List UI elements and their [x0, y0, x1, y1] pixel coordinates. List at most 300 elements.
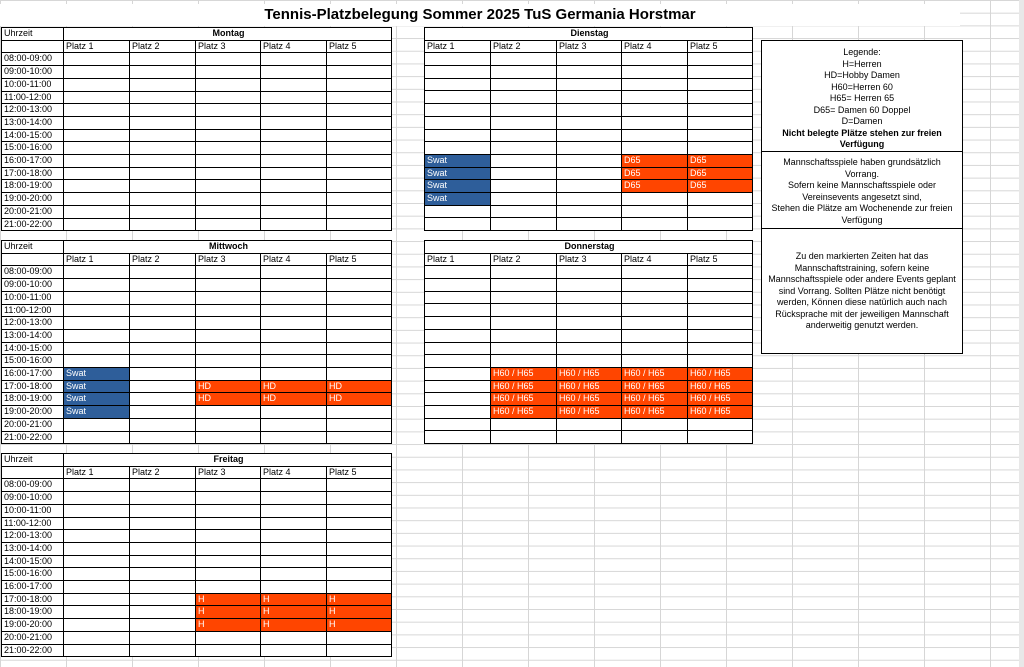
court-cell[interactable] — [557, 342, 622, 355]
court-cell[interactable] — [622, 355, 688, 368]
court-cell[interactable] — [130, 479, 196, 492]
court-cell[interactable] — [64, 355, 130, 368]
court-cell[interactable] — [130, 593, 196, 606]
court-cell[interactable] — [425, 431, 491, 444]
court-cell[interactable] — [64, 431, 130, 444]
court-cell[interactable] — [622, 431, 688, 444]
court-cell[interactable] — [327, 53, 392, 66]
court-cell[interactable] — [688, 418, 753, 431]
court-cell[interactable] — [622, 418, 688, 431]
court-cell[interactable] — [425, 393, 491, 406]
court-cell[interactable] — [491, 317, 557, 330]
court-cell[interactable] — [327, 355, 392, 368]
court-cell[interactable] — [130, 180, 196, 193]
court-cell[interactable] — [64, 619, 130, 632]
court-cell[interactable] — [130, 619, 196, 632]
court-cell[interactable] — [261, 355, 327, 368]
court-cell[interactable] — [130, 129, 196, 142]
court-cell[interactable] — [196, 53, 261, 66]
court-cell[interactable] — [327, 193, 392, 206]
court-cell[interactable]: Swat — [425, 167, 491, 180]
court-cell[interactable] — [196, 91, 261, 104]
court-cell[interactable] — [196, 492, 261, 505]
court-cell[interactable] — [327, 116, 392, 129]
court-cell[interactable] — [130, 355, 196, 368]
court-cell[interactable] — [196, 568, 261, 581]
court-cell[interactable] — [261, 631, 327, 644]
court-cell[interactable] — [425, 104, 491, 117]
court-cell[interactable] — [557, 418, 622, 431]
court-cell[interactable]: HD — [327, 380, 392, 393]
court-cell[interactable] — [557, 317, 622, 330]
court-cell[interactable] — [196, 129, 261, 142]
court-cell[interactable] — [327, 581, 392, 594]
court-cell[interactable] — [491, 205, 557, 218]
court-cell[interactable] — [130, 142, 196, 155]
court-cell[interactable]: D65 — [688, 167, 753, 180]
court-cell[interactable] — [261, 155, 327, 168]
court-cell[interactable] — [261, 129, 327, 142]
court-cell[interactable] — [196, 631, 261, 644]
court-cell[interactable] — [327, 167, 392, 180]
court-cell[interactable] — [64, 291, 130, 304]
court-cell[interactable] — [688, 431, 753, 444]
court-cell[interactable] — [688, 218, 753, 231]
court-cell[interactable] — [688, 205, 753, 218]
court-cell[interactable] — [557, 279, 622, 292]
court-cell[interactable] — [557, 129, 622, 142]
court-cell[interactable] — [327, 568, 392, 581]
court-cell[interactable] — [557, 154, 622, 167]
court-cell[interactable] — [491, 418, 557, 431]
court-cell[interactable] — [425, 380, 491, 393]
court-cell[interactable] — [557, 304, 622, 317]
court-cell[interactable] — [64, 644, 130, 657]
court-cell[interactable] — [557, 266, 622, 279]
court-cell[interactable]: H60 / H65 — [622, 393, 688, 406]
court-cell[interactable] — [196, 142, 261, 155]
court-cell[interactable] — [688, 291, 753, 304]
court-cell[interactable]: H — [261, 593, 327, 606]
court-cell[interactable] — [261, 504, 327, 517]
court-cell[interactable] — [196, 406, 261, 419]
court-cell[interactable]: HD — [196, 380, 261, 393]
court-cell[interactable] — [688, 129, 753, 142]
court-cell[interactable] — [64, 304, 130, 317]
court-cell[interactable] — [196, 517, 261, 530]
court-cell[interactable] — [64, 104, 130, 117]
court-cell[interactable]: D65 — [622, 167, 688, 180]
court-cell[interactable] — [327, 329, 392, 342]
court-cell[interactable] — [130, 581, 196, 594]
court-cell[interactable] — [261, 317, 327, 330]
court-cell[interactable] — [261, 418, 327, 431]
court-cell[interactable] — [130, 291, 196, 304]
court-cell[interactable] — [64, 555, 130, 568]
court-cell[interactable] — [688, 279, 753, 292]
court-cell[interactable] — [557, 431, 622, 444]
court-cell[interactable] — [130, 104, 196, 117]
court-cell[interactable] — [557, 66, 622, 79]
court-cell[interactable] — [557, 218, 622, 231]
court-cell[interactable] — [130, 644, 196, 657]
court-cell[interactable] — [196, 167, 261, 180]
court-cell[interactable] — [557, 91, 622, 104]
court-cell[interactable] — [688, 304, 753, 317]
court-cell[interactable] — [130, 380, 196, 393]
court-cell[interactable] — [261, 555, 327, 568]
court-cell[interactable] — [130, 155, 196, 168]
court-cell[interactable] — [196, 431, 261, 444]
court-cell[interactable] — [261, 492, 327, 505]
court-cell[interactable]: Swat — [425, 193, 491, 206]
court-cell[interactable] — [688, 66, 753, 79]
court-cell[interactable] — [327, 218, 392, 231]
court-cell[interactable] — [130, 78, 196, 91]
court-cell[interactable] — [64, 155, 130, 168]
court-cell[interactable]: D65 — [688, 180, 753, 193]
court-cell[interactable] — [622, 279, 688, 292]
court-cell[interactable] — [261, 517, 327, 530]
court-cell[interactable]: HD — [327, 393, 392, 406]
court-cell[interactable] — [327, 180, 392, 193]
court-cell[interactable] — [130, 342, 196, 355]
court-cell[interactable] — [327, 418, 392, 431]
court-cell[interactable] — [688, 142, 753, 155]
court-cell[interactable] — [622, 291, 688, 304]
court-cell[interactable] — [261, 167, 327, 180]
court-cell[interactable] — [261, 291, 327, 304]
court-cell[interactable] — [557, 193, 622, 206]
court-cell[interactable] — [425, 291, 491, 304]
court-cell[interactable]: Swat — [425, 180, 491, 193]
court-cell[interactable] — [622, 317, 688, 330]
court-cell[interactable] — [130, 606, 196, 619]
court-cell[interactable] — [622, 266, 688, 279]
court-cell[interactable] — [196, 530, 261, 543]
court-cell[interactable] — [327, 155, 392, 168]
court-cell[interactable] — [491, 329, 557, 342]
court-cell[interactable] — [327, 644, 392, 657]
court-cell[interactable] — [622, 66, 688, 79]
court-cell[interactable] — [130, 631, 196, 644]
court-cell[interactable] — [261, 266, 327, 279]
court-cell[interactable] — [261, 542, 327, 555]
court-cell[interactable] — [261, 329, 327, 342]
court-cell[interactable] — [327, 631, 392, 644]
court-cell[interactable] — [425, 205, 491, 218]
court-cell[interactable] — [64, 530, 130, 543]
court-cell[interactable] — [327, 431, 392, 444]
court-cell[interactable] — [130, 66, 196, 79]
court-cell[interactable] — [622, 205, 688, 218]
court-cell[interactable] — [196, 279, 261, 292]
court-cell[interactable] — [261, 218, 327, 231]
court-cell[interactable] — [491, 66, 557, 79]
court-cell[interactable] — [261, 431, 327, 444]
court-cell[interactable] — [425, 78, 491, 91]
court-cell[interactable] — [327, 205, 392, 218]
court-cell[interactable] — [64, 631, 130, 644]
court-cell[interactable] — [327, 406, 392, 419]
court-cell[interactable]: H60 / H65 — [557, 406, 622, 419]
court-cell[interactable] — [261, 406, 327, 419]
court-cell[interactable] — [261, 78, 327, 91]
court-cell[interactable] — [130, 492, 196, 505]
court-cell[interactable] — [688, 266, 753, 279]
court-cell[interactable] — [425, 406, 491, 419]
court-cell[interactable] — [196, 180, 261, 193]
court-cell[interactable] — [622, 78, 688, 91]
court-cell[interactable]: Swat — [64, 393, 130, 406]
court-cell[interactable] — [196, 542, 261, 555]
court-cell[interactable]: H60 / H65 — [557, 380, 622, 393]
court-cell[interactable] — [327, 504, 392, 517]
court-cell[interactable]: H60 / H65 — [491, 380, 557, 393]
court-cell[interactable] — [327, 368, 392, 381]
court-cell[interactable] — [557, 355, 622, 368]
court-cell[interactable]: D65 — [688, 154, 753, 167]
court-cell[interactable] — [425, 367, 491, 380]
court-cell[interactable] — [491, 53, 557, 66]
court-cell[interactable]: H60 / H65 — [557, 367, 622, 380]
court-cell[interactable] — [130, 218, 196, 231]
court-cell[interactable] — [327, 142, 392, 155]
court-cell[interactable] — [327, 479, 392, 492]
court-cell[interactable] — [491, 342, 557, 355]
court-cell[interactable] — [491, 218, 557, 231]
court-cell[interactable] — [64, 418, 130, 431]
court-cell[interactable] — [196, 266, 261, 279]
court-cell[interactable] — [425, 53, 491, 66]
court-cell[interactable] — [130, 504, 196, 517]
court-cell[interactable] — [491, 78, 557, 91]
court-cell[interactable] — [130, 393, 196, 406]
court-cell[interactable] — [64, 317, 130, 330]
court-cell[interactable] — [64, 581, 130, 594]
court-cell[interactable] — [425, 329, 491, 342]
court-cell[interactable] — [261, 104, 327, 117]
court-cell[interactable] — [491, 104, 557, 117]
court-cell[interactable] — [261, 66, 327, 79]
court-cell[interactable]: H — [261, 606, 327, 619]
court-cell[interactable]: H60 / H65 — [491, 367, 557, 380]
court-cell[interactable] — [622, 329, 688, 342]
court-cell[interactable] — [64, 504, 130, 517]
court-cell[interactable] — [327, 317, 392, 330]
court-cell[interactable] — [622, 104, 688, 117]
court-cell[interactable] — [557, 205, 622, 218]
court-cell[interactable] — [261, 193, 327, 206]
court-cell[interactable] — [425, 317, 491, 330]
court-cell[interactable] — [557, 104, 622, 117]
court-cell[interactable] — [261, 53, 327, 66]
court-cell[interactable] — [64, 542, 130, 555]
court-cell[interactable] — [130, 368, 196, 381]
court-cell[interactable] — [327, 342, 392, 355]
court-cell[interactable] — [196, 368, 261, 381]
court-cell[interactable] — [557, 78, 622, 91]
court-cell[interactable] — [425, 66, 491, 79]
court-cell[interactable] — [261, 279, 327, 292]
court-cell[interactable]: HD — [261, 393, 327, 406]
court-cell[interactable] — [64, 129, 130, 142]
court-cell[interactable] — [196, 304, 261, 317]
court-cell[interactable] — [425, 418, 491, 431]
court-cell[interactable] — [64, 266, 130, 279]
court-cell[interactable] — [261, 142, 327, 155]
court-cell[interactable] — [64, 218, 130, 231]
court-cell[interactable] — [491, 266, 557, 279]
court-cell[interactable] — [491, 180, 557, 193]
court-cell[interactable] — [688, 53, 753, 66]
court-cell[interactable] — [261, 342, 327, 355]
court-cell[interactable] — [64, 479, 130, 492]
court-cell[interactable] — [64, 205, 130, 218]
court-cell[interactable] — [130, 53, 196, 66]
court-cell[interactable] — [130, 542, 196, 555]
court-cell[interactable] — [196, 317, 261, 330]
court-cell[interactable] — [196, 504, 261, 517]
court-cell[interactable] — [327, 129, 392, 142]
court-cell[interactable] — [261, 180, 327, 193]
court-cell[interactable] — [557, 167, 622, 180]
court-cell[interactable] — [491, 91, 557, 104]
court-cell[interactable] — [64, 180, 130, 193]
court-cell[interactable] — [64, 517, 130, 530]
court-cell[interactable] — [130, 431, 196, 444]
court-cell[interactable] — [491, 279, 557, 292]
court-cell[interactable] — [261, 530, 327, 543]
court-cell[interactable] — [622, 116, 688, 129]
court-cell[interactable] — [622, 129, 688, 142]
court-cell[interactable] — [327, 555, 392, 568]
court-cell[interactable] — [196, 78, 261, 91]
court-cell[interactable]: H60 / H65 — [622, 380, 688, 393]
court-cell[interactable] — [327, 104, 392, 117]
court-cell[interactable] — [196, 644, 261, 657]
court-cell[interactable] — [196, 193, 261, 206]
court-cell[interactable]: H — [196, 606, 261, 619]
court-cell[interactable]: Swat — [64, 368, 130, 381]
court-cell[interactable] — [491, 129, 557, 142]
court-cell[interactable] — [622, 91, 688, 104]
court-cell[interactable] — [425, 91, 491, 104]
court-cell[interactable] — [130, 205, 196, 218]
court-cell[interactable] — [557, 291, 622, 304]
court-cell[interactable] — [130, 568, 196, 581]
court-cell[interactable] — [327, 266, 392, 279]
court-cell[interactable] — [261, 581, 327, 594]
court-cell[interactable]: H — [261, 619, 327, 632]
court-cell[interactable] — [327, 291, 392, 304]
court-cell[interactable] — [130, 317, 196, 330]
court-cell[interactable] — [688, 317, 753, 330]
court-cell[interactable] — [196, 66, 261, 79]
court-cell[interactable] — [196, 155, 261, 168]
court-cell[interactable] — [130, 418, 196, 431]
court-cell[interactable]: H60 / H65 — [491, 393, 557, 406]
court-cell[interactable] — [64, 167, 130, 180]
court-cell[interactable]: D65 — [622, 154, 688, 167]
court-cell[interactable] — [688, 116, 753, 129]
court-cell[interactable] — [622, 193, 688, 206]
court-cell[interactable] — [261, 644, 327, 657]
court-cell[interactable] — [622, 218, 688, 231]
court-cell[interactable] — [130, 167, 196, 180]
court-cell[interactable] — [196, 205, 261, 218]
court-cell[interactable]: H — [196, 593, 261, 606]
court-cell[interactable] — [327, 542, 392, 555]
court-cell[interactable] — [261, 205, 327, 218]
court-cell[interactable] — [261, 479, 327, 492]
court-cell[interactable] — [425, 355, 491, 368]
court-cell[interactable] — [261, 568, 327, 581]
court-cell[interactable] — [557, 116, 622, 129]
court-cell[interactable] — [491, 431, 557, 444]
court-cell[interactable] — [327, 304, 392, 317]
court-cell[interactable]: H60 / H65 — [688, 380, 753, 393]
court-cell[interactable] — [130, 279, 196, 292]
court-cell[interactable]: Swat — [64, 406, 130, 419]
court-cell[interactable] — [491, 142, 557, 155]
court-cell[interactable] — [130, 555, 196, 568]
court-cell[interactable]: H60 / H65 — [622, 406, 688, 419]
court-cell[interactable] — [64, 606, 130, 619]
court-cell[interactable] — [130, 266, 196, 279]
court-cell[interactable] — [688, 193, 753, 206]
court-cell[interactable] — [64, 329, 130, 342]
court-cell[interactable] — [130, 91, 196, 104]
court-cell[interactable] — [688, 91, 753, 104]
court-cell[interactable]: H60 / H65 — [491, 406, 557, 419]
court-cell[interactable] — [622, 342, 688, 355]
court-cell[interactable]: H — [327, 606, 392, 619]
court-cell[interactable] — [64, 91, 130, 104]
court-cell[interactable] — [261, 304, 327, 317]
court-cell[interactable] — [64, 193, 130, 206]
court-cell[interactable] — [196, 104, 261, 117]
court-cell[interactable]: HD — [196, 393, 261, 406]
court-cell[interactable] — [261, 116, 327, 129]
court-cell[interactable] — [130, 329, 196, 342]
court-cell[interactable] — [491, 291, 557, 304]
court-cell[interactable]: H60 / H65 — [622, 367, 688, 380]
court-cell[interactable] — [622, 142, 688, 155]
court-cell[interactable]: H60 / H65 — [688, 406, 753, 419]
court-cell[interactable] — [130, 517, 196, 530]
court-cell[interactable]: H60 / H65 — [688, 393, 753, 406]
court-cell[interactable] — [557, 142, 622, 155]
court-cell[interactable] — [64, 568, 130, 581]
court-cell[interactable] — [327, 530, 392, 543]
court-cell[interactable]: H — [327, 593, 392, 606]
court-cell[interactable] — [196, 329, 261, 342]
court-cell[interactable] — [130, 304, 196, 317]
court-cell[interactable] — [64, 492, 130, 505]
court-cell[interactable] — [425, 266, 491, 279]
court-cell[interactable] — [196, 581, 261, 594]
court-cell[interactable] — [425, 218, 491, 231]
court-cell[interactable]: D65 — [622, 180, 688, 193]
court-cell[interactable] — [196, 355, 261, 368]
court-cell[interactable] — [261, 91, 327, 104]
court-cell[interactable] — [196, 555, 261, 568]
court-cell[interactable] — [622, 304, 688, 317]
court-cell[interactable] — [327, 517, 392, 530]
court-cell[interactable] — [64, 342, 130, 355]
court-cell[interactable]: H — [327, 619, 392, 632]
